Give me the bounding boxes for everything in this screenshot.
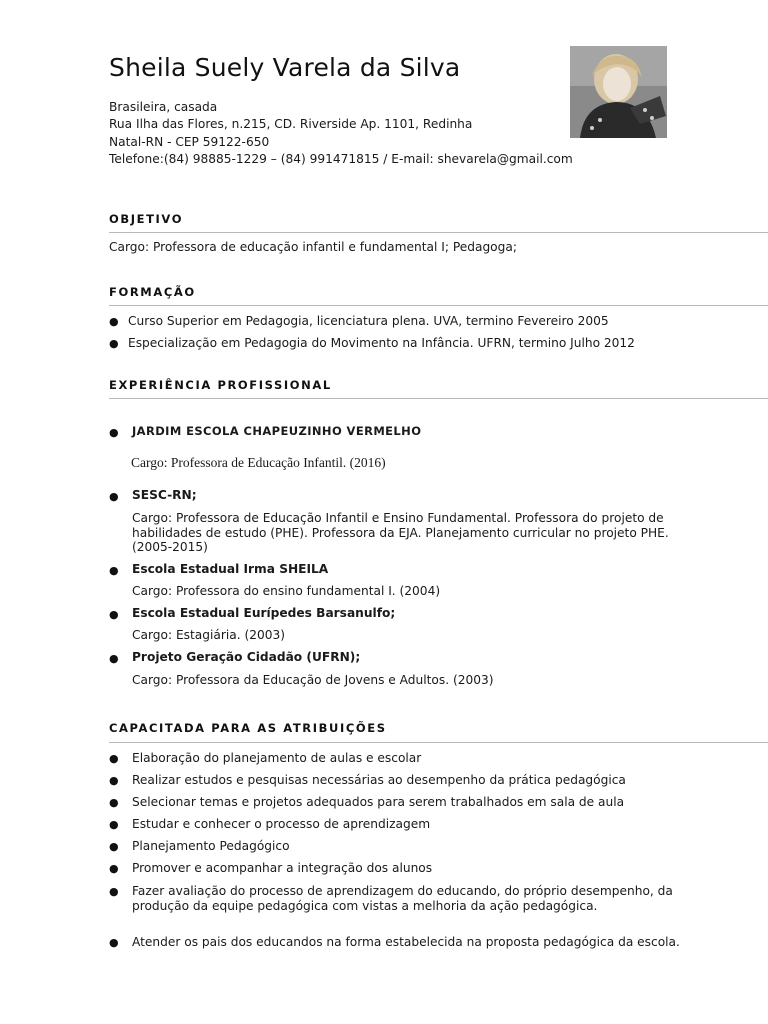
- city-cep-line: Natal-RN - CEP 59122-650: [109, 134, 270, 149]
- section-title-formacao: FORMAÇÃO: [109, 285, 196, 299]
- nationality-status: Brasileira, casada: [109, 100, 218, 114]
- bullet-icon: ●: [109, 337, 119, 350]
- section-divider: [109, 305, 768, 306]
- experience-org: SESC-RN;: [132, 488, 197, 502]
- section-title-objetivo: OBJETIVO: [109, 212, 184, 226]
- section-title-experiencia: EXPERIÊNCIA PROFISSIONAL: [109, 378, 332, 392]
- experience-org: Projeto Geração Cidadão (UFRN);: [132, 650, 361, 664]
- experience-desc: Cargo: Professora da Educação de Jovens e Adultos. (2003): [132, 673, 494, 687]
- skill-item: Planejamento Pedagógico: [132, 839, 290, 853]
- bullet-icon: ●: [109, 752, 119, 765]
- phone-email-line: Telefone:(84) 98885-1229 – (84) 991471815 / E-mail: shevarela@gmail.com: [109, 151, 573, 166]
- section-title-capacitada: CAPACITADA PARA AS ATRIBUIÇÕES: [109, 721, 387, 735]
- experience-desc: Cargo: Professora de Educação Infantil. (2016): [131, 455, 386, 470]
- experience-org: Escola Estadual Irma SHEILA: [132, 562, 329, 576]
- bullet-icon: ●: [109, 426, 119, 439]
- section-divider: [109, 232, 768, 233]
- contact-block: [109, 99, 573, 168]
- skill-item: Promover e acompanhar a integração dos alunos: [132, 861, 433, 875]
- skill-item: Estudar e conhecer o processo de aprendizagem: [132, 817, 431, 831]
- bullet-icon: ●: [109, 862, 119, 875]
- bullet-icon: ●: [109, 490, 119, 503]
- formacao-item: Especialização em Pedagogia do Movimento na Infância. UFRN, termino Julho 2012: [128, 336, 635, 350]
- profile-photo: [570, 46, 667, 138]
- experience-org: Escola Estadual Eurípedes Barsanulfo;: [132, 606, 396, 620]
- skill-item: Realizar estudos e pesquisas necessárias ao desempenho da prática pedagógica: [132, 773, 626, 787]
- candidate-name: Sheila Suely Varela da Silva: [109, 53, 461, 82]
- bullet-icon: ●: [109, 885, 119, 898]
- bullet-icon: ●: [109, 315, 119, 328]
- bullet-icon: ●: [109, 774, 119, 787]
- skill-item: Atender os pais dos educandos na forma estabelecida na proposta pedagógica da escola.: [132, 935, 680, 949]
- bullet-icon: ●: [109, 652, 119, 665]
- bullet-icon: ●: [109, 840, 119, 853]
- section-divider: [109, 742, 768, 743]
- address-line: Rua Ilha das Flores, n.215, CD. Riverside Ap. 1101, Redinha: [109, 117, 473, 132]
- skill-item: Fazer avaliação do processo de aprendizagem do educando, do próprio desempenho, da produção da equipe pedagógica com vistas a melhoria da ação pedagógica.: [132, 884, 673, 913]
- bullet-icon: ●: [109, 818, 119, 831]
- experience-desc: Cargo: Estagiária. (2003): [132, 628, 285, 642]
- bullet-icon: ●: [109, 936, 119, 949]
- profile-photo-image: [570, 46, 667, 138]
- skill-item: Selecionar temas e projetos adequados para serem trabalhados em sala de aula: [132, 795, 625, 809]
- bullet-icon: ●: [109, 796, 119, 809]
- formacao-item: Curso Superior em Pedagogia, licenciatura plena. UVA, termino Fevereiro 2005: [128, 314, 609, 328]
- experience-desc: Cargo: Professora do ensino fundamental I. (2004): [132, 584, 441, 598]
- experience-desc: Cargo: Professora de Educação Infantil e Ensino Fundamental. Professora do projeto de habilidades de estudo (PHE). Professora da EJA. Planejamento curricular no projeto PHE. (2005-2015): [132, 511, 669, 554]
- experience-org: JARDIM ESCOLA CHAPEUZINHO VERMELHO: [132, 424, 422, 438]
- bullet-icon: ●: [109, 608, 119, 621]
- section-divider: [109, 398, 768, 399]
- bullet-icon: ●: [109, 564, 119, 577]
- objetivo-text: Cargo: Professora de educação infantil e fundamental I; Pedagoga;: [109, 240, 517, 254]
- skill-item: Elaboração do planejamento de aulas e escolar: [132, 751, 422, 765]
